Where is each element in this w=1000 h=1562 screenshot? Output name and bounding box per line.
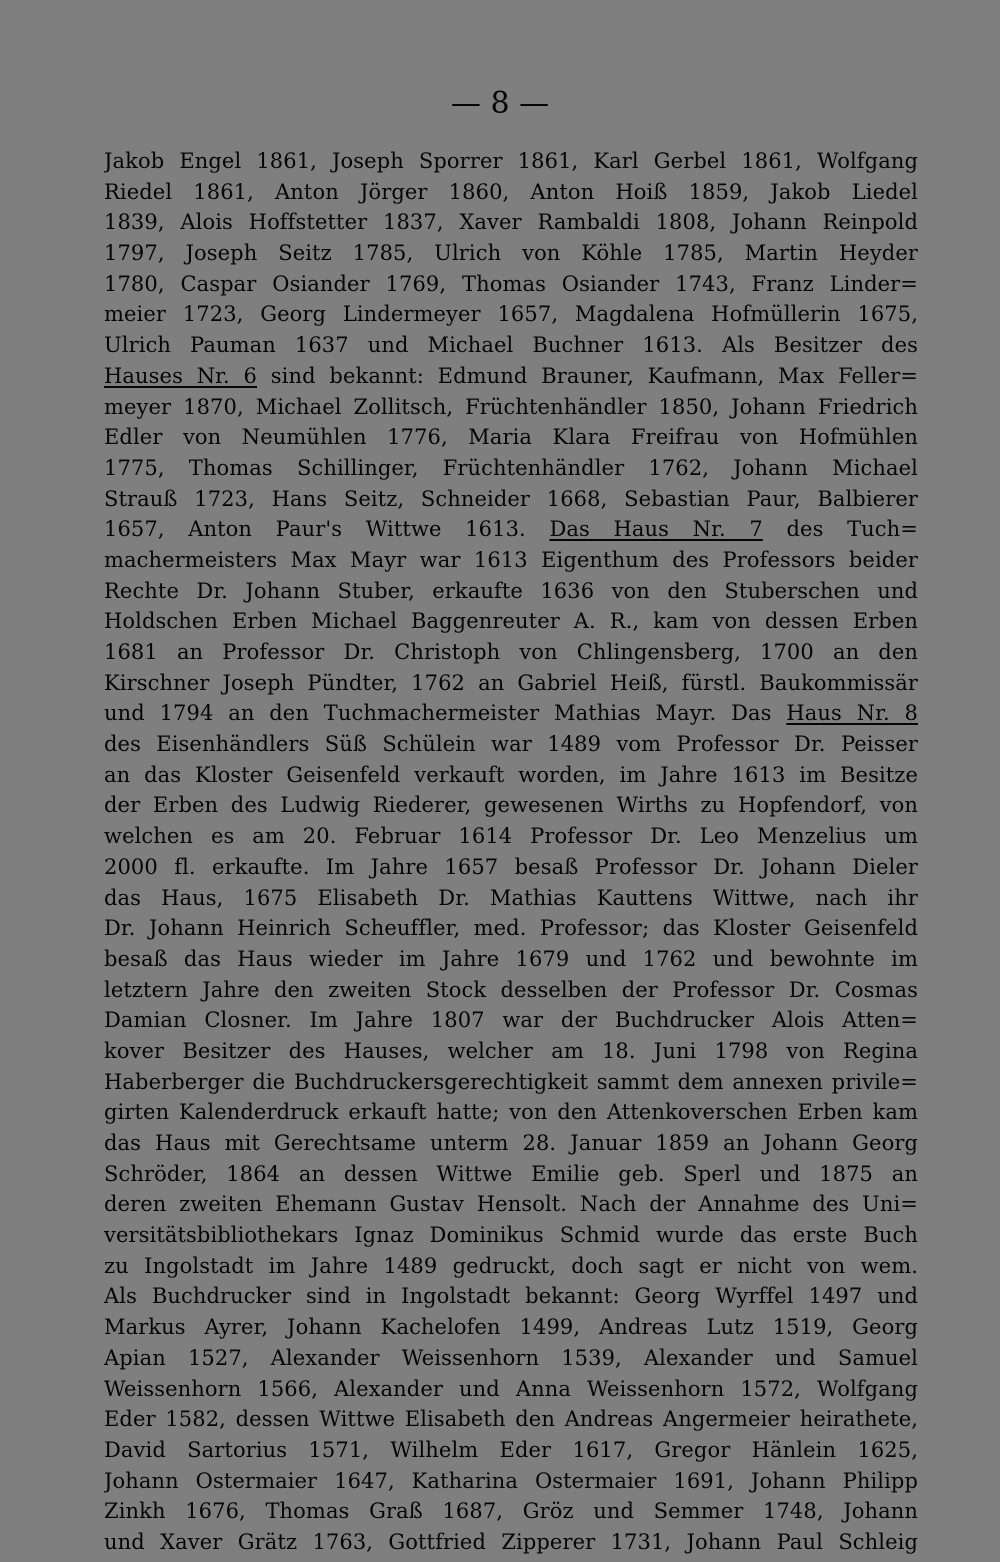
- line-text: das Haus, 1675 Elisabeth Dr. Mathias Kauttens Wittwe, nach ihr: [104, 885, 918, 910]
- line-text: 1657, Anton Paur's Wittwe 1613.: [104, 517, 550, 542]
- text-line: [104, 514, 918, 545]
- line-text: des Eisenhändlers Süß Schülein war 1489 vom Professor Dr. Peisser: [104, 732, 918, 757]
- text-line: [104, 852, 918, 883]
- text-line: [104, 545, 918, 576]
- text-line: [104, 576, 918, 607]
- line-text: 2000 fl. erkaufte. Im Jahre 1657 besaß Professor Dr. Johann Dieler: [104, 854, 918, 879]
- underlined-house-reference: Hauses Nr. 6: [104, 363, 258, 388]
- text-line: [104, 668, 918, 699]
- line-text: welchen es am 20. Februar 1614 Professor Dr. Leo Menzelius um: [104, 824, 918, 849]
- line-text: Edler von Neumühlen 1776, Maria Klara Freifrau von Hofmühlen: [104, 425, 918, 450]
- text-line: [104, 1496, 918, 1527]
- line-text: Markus Ayrer, Johann Kachelofen 1499, Andreas Lutz 1519, Georg: [104, 1315, 918, 1340]
- text-line: [104, 1067, 918, 1098]
- line-text: und Xaver Grätz 1763, Gottfried Zipperer 1731, Johann Paul Schleig: [104, 1529, 918, 1554]
- text-line: [104, 484, 918, 515]
- text-line: [104, 1097, 918, 1128]
- underlined-house-reference: Haus Nr. 8: [786, 701, 918, 726]
- line-text: besaß das Haus wieder im Jahre 1679 und 1762 und bewohnte im: [104, 946, 918, 971]
- text-line: [104, 361, 918, 392]
- line-text: deren zweiten Ehemann Gustav Hensolt. Nach der Annahme des Uni=: [104, 1192, 918, 1217]
- line-text: Dr. Johann Heinrich Scheuffler, med. Professor; das Kloster Geisenfeld: [104, 916, 918, 941]
- line-text: letztern Jahre den zweiten Stock desselben der Professor Dr. Cosmas: [104, 977, 918, 1002]
- line-text: Als Buchdrucker sind in Ingolstadt bekannt: Georg Wyrffel 1497 und: [104, 1284, 918, 1309]
- line-text: Strauß 1723, Hans Seitz, Schneider 1668, Sebastian Paur, Balbierer: [104, 486, 918, 511]
- line-text: Ulrich Pauman 1637 und Michael Buchner 1613. Als Besitzer des: [104, 333, 918, 358]
- line-text: Johann Ostermaier 1647, Katharina Ostermaier 1691, Johann Philipp: [104, 1468, 918, 1493]
- text-line: [104, 883, 918, 914]
- text-line: [104, 269, 918, 300]
- line-text: David Sartorius 1571, Wilhelm Eder 1617, Gregor Hänlein 1625,: [104, 1437, 918, 1462]
- text-line: [104, 146, 918, 177]
- text-line: [104, 975, 918, 1006]
- line-text: machermeisters Max Mayr war 1613 Eigenthum des Professors beider: [104, 547, 918, 572]
- text-line: [104, 207, 918, 238]
- line-text: sind bekannt: Edmund Brauner, Kaufmann, Max Feller=: [257, 363, 918, 388]
- text-line: [104, 1220, 918, 1251]
- text-line: [104, 299, 918, 330]
- line-text: meier 1723, Georg Lindermeyer 1657, Magdalena Hofmüllerin 1675,: [104, 302, 918, 327]
- text-line: [104, 944, 918, 975]
- line-text: 1780, Caspar Osiander 1769, Thomas Osiander 1743, Franz Linder=: [104, 271, 918, 296]
- line-text: 1839, Alois Hoffstetter 1837, Xaver Rambaldi 1808, Johann Reinpold: [104, 210, 918, 235]
- line-text: meyer 1870, Michael Zollitsch, Früchtenhändler 1850, Johann Friedrich: [104, 394, 918, 419]
- line-text: das Haus mit Gerechtsame unterm 28. Januar 1859 an Johann Georg: [104, 1131, 918, 1155]
- text-line: [104, 698, 918, 729]
- text-line: [104, 1251, 918, 1282]
- line-text: der Erben des Ludwig Riederer, gewesenen Wirths zu Hopfendorf, von: [104, 793, 918, 818]
- line-text: versitätsbibliothekars Ignaz Dominikus Schmid wurde das erste Buch: [104, 1223, 918, 1248]
- line-text: Damian Closner. Im Jahre 1807 war der Buchdrucker Alois Atten=: [104, 1008, 918, 1033]
- text-line: [104, 1527, 918, 1558]
- text-line: [104, 1128, 918, 1159]
- line-text: Eder 1582, dessen Wittwe Elisabeth den Andreas Angermeier heirathete,: [104, 1407, 918, 1432]
- text-line: [104, 606, 918, 637]
- text-line: [104, 913, 918, 944]
- text-line: [104, 1189, 918, 1220]
- line-text: 1797, Joseph Seitz 1785, Ulrich von Köhle 1785, Martin Heyder: [104, 241, 918, 266]
- text-line: [104, 790, 918, 821]
- line-text: Weissenhorn 1566, Alexander und Anna Weissenhorn 1572, Wolfgang: [104, 1376, 918, 1401]
- text-line: [104, 637, 918, 668]
- page-number: — 8 —: [450, 86, 550, 121]
- line-text: Kirschner Joseph Pündter, 1762 an Gabriel Heiß, fürstl. Baukommissär: [104, 670, 918, 695]
- text-line: [104, 1281, 918, 1312]
- line-text: Riedel 1861, Anton Jörger 1860, Anton Hoiß 1859, Jakob Liedel: [104, 179, 918, 204]
- text-line: [104, 1343, 918, 1374]
- text-line: [104, 1466, 918, 1497]
- text-line: [104, 1036, 918, 1067]
- text-line: [104, 1005, 918, 1036]
- line-text: Apian 1527, Alexander Weissenhorn 1539, Alexander und Samuel: [104, 1345, 918, 1370]
- line-text: 1775, Thomas Schillinger, Früchtenhändler 1762, Johann Michael: [104, 455, 918, 480]
- text-line: [104, 1159, 918, 1190]
- underlined-house-reference: Das Haus Nr. 7: [549, 517, 763, 542]
- line-text: Jakob Engel 1861, Joseph Sporrer 1861, Karl Gerbel 1861, Wolfgang: [104, 149, 918, 173]
- text-line: [104, 238, 918, 269]
- line-text: Holdschen Erben Michael Baggenreuter A. R., kam von dessen Erben: [104, 609, 918, 634]
- line-text: girten Kalenderdruck erkauft hatte; von den Attenkoverschen Erben kam: [104, 1100, 918, 1125]
- text-line: [104, 177, 918, 208]
- line-text: zu Ingolstadt im Jahre 1489 gedruckt, doch sagt er nicht von wem.: [104, 1253, 918, 1278]
- line-text: und 1794 an den Tuchmachermeister Mathias Mayr. Das: [104, 701, 787, 726]
- line-text: Rechte Dr. Johann Stuber, erkaufte 1636 von den Stuberschen und: [104, 578, 918, 603]
- text-line: [104, 453, 918, 484]
- text-line: [104, 1312, 918, 1343]
- line-text: 1681 an Professor Dr. Christoph von Chlingensberg, 1700 an den: [104, 640, 918, 664]
- body-text: [104, 146, 918, 1558]
- text-line: [104, 422, 918, 453]
- line-text: des Tuch=: [762, 517, 918, 542]
- line-text: Schröder, 1864 an dessen Wittwe Emilie geb. Sperl und 1875 an: [104, 1161, 918, 1186]
- text-line: [104, 760, 918, 791]
- text-line: [104, 821, 918, 852]
- text-line: [104, 729, 918, 760]
- text-line: [104, 1374, 918, 1405]
- text-line: [104, 1435, 918, 1466]
- text-line: [104, 330, 918, 361]
- line-text: an das Kloster Geisenfeld verkauft worden, im Jahre 1613 im Besitze: [104, 762, 918, 787]
- line-text: Haberberger die Buchdruckersgerechtigkeit sammt dem annexen privile=: [104, 1069, 918, 1094]
- line-text: kover Besitzer des Hauses, welcher am 18. Juni 1798 von Regina: [104, 1038, 918, 1063]
- line-text: Zinkh 1676, Thomas Graß 1687, Gröz und Semmer 1748, Johann: [104, 1499, 918, 1524]
- text-line: [104, 1404, 918, 1435]
- text-line: [104, 392, 918, 423]
